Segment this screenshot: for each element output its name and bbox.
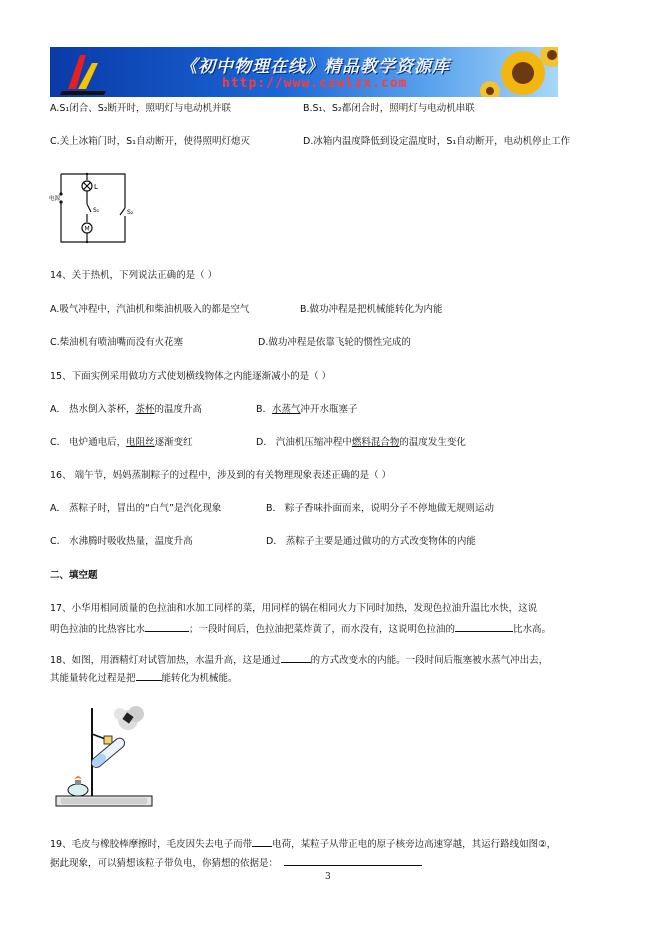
circuit-label-lamp: L bbox=[94, 183, 98, 191]
q13-option-a: A.S₁闭合、S₂断开时，照明灯与电动机并联 bbox=[50, 103, 232, 114]
q16-option-d: D． 蒸粽子主要是通过做功的方式改变物体的内能 bbox=[266, 536, 476, 547]
q17-line-2: 明色拉油的比热容比水 ；一段时间后，色拉油把菜炸黄了，而水没有，这说明色拉油的 比水高。 bbox=[50, 621, 551, 636]
logo-icon bbox=[54, 49, 114, 95]
q15-stem: 15、下面实例采用做功方式使划横线物体之内能逐渐减小的是（ ） bbox=[50, 371, 332, 382]
q19-blank-2[interactable] bbox=[284, 855, 422, 866]
q18-line-2: 其能量转化过程是把 能转化为机械能。 bbox=[50, 670, 238, 685]
q13-option-b: B.S₁、S₂都闭合时，照明灯与电动机串联 bbox=[303, 103, 475, 114]
circuit-label-source: 电源 bbox=[49, 196, 61, 202]
circuit-diagram bbox=[47, 168, 135, 248]
q18-blank-1[interactable] bbox=[281, 652, 311, 663]
q14-option-d: D.做功冲程是依靠飞轮的惯性完成的 bbox=[258, 337, 411, 348]
q13-option-c: C.关上冰箱门时，S₁自动断开，使得照明灯熄灭 bbox=[50, 136, 250, 147]
q16-option-a: A． 蒸粽子时，冒出的“白气”是汽化现象 bbox=[50, 503, 222, 514]
header-banner bbox=[50, 47, 558, 97]
q19-blank-1[interactable] bbox=[252, 836, 272, 847]
q19-line-1: 19、毛皮与橡胶棒摩擦时，毛皮因失去电子而带 电荷，某粒子从带正电的原子核旁边高速穿越，其运行路线如图②， bbox=[50, 836, 556, 851]
q17-blank-2[interactable] bbox=[455, 621, 513, 632]
header-title: 《初中物理在线》精品教学资源库 bbox=[180, 57, 450, 77]
q14-option-b: B.做功冲程是把机械能转化为内能 bbox=[300, 304, 443, 315]
q14-option-a: A.吸气冲程中，汽油机和柴油机吸入的都是空气 bbox=[50, 304, 250, 315]
q18-line-1: 18、如图，用酒精灯对试管加热，水温升高，这是通过 的方式改变水的内能。一段时间后瓶塞被水蒸气冲出去， bbox=[50, 652, 548, 667]
q16-option-c: C． 水沸腾时吸收热量，温度升高 bbox=[50, 536, 193, 547]
circuit-label-s1: S₁ bbox=[93, 207, 100, 214]
section-heading-fill-in: 二、填空题 bbox=[50, 570, 98, 581]
q15-option-c: C． 电炉通电后，电阻丝逐渐变红 bbox=[50, 437, 193, 448]
q16-option-b: B． 粽子香味扑面而来，说明分子不停地做无规则运动 bbox=[266, 503, 495, 514]
circuit-label-s2: S₂ bbox=[127, 209, 134, 216]
q14-stem: 14、关于热机，下列说法正确的是（ ） bbox=[50, 270, 218, 281]
q15-option-d: D． 汽油机压缩冲程中燃料混合物的温度发生变化 bbox=[256, 437, 466, 448]
q18-blank-2[interactable] bbox=[136, 670, 162, 681]
q17-line-1: 17、小华用相同质量的色拉油和水加工同样的菜，用同样的锅在相同火力下同时加热，发现色拉油升温比水快，这说 bbox=[50, 603, 538, 614]
q15-option-b: B．水蒸气冲开水瓶塞子 bbox=[256, 404, 358, 415]
q14-option-c: C.柴油机有喷油嘴而没有火花塞 bbox=[50, 337, 184, 348]
q19-line-2: 据此现象，可以猜想该粒子带负电，你猜想的依据是： bbox=[50, 855, 422, 870]
page-number: 3 bbox=[325, 872, 331, 882]
q15-option-a: A． 热水倒入茶杯，茶杯的温度升高 bbox=[50, 404, 203, 415]
q16-stem: 16、 端午节，妈妈蒸制粽子的过程中，涉及到的有关物理现象表述正确的是（ ） bbox=[50, 470, 392, 481]
sunflower-icon bbox=[468, 47, 558, 97]
q17-blank-1[interactable] bbox=[145, 621, 189, 632]
circuit-label-motor: M bbox=[84, 225, 90, 233]
test-tube-apparatus-illustration bbox=[48, 700, 168, 812]
header-url: http://www.czwlzx.com bbox=[222, 76, 408, 91]
q13-option-d: D.冰箱内温度降低到设定温度时，S₁自动断开，电动机停止工作 bbox=[303, 136, 571, 147]
